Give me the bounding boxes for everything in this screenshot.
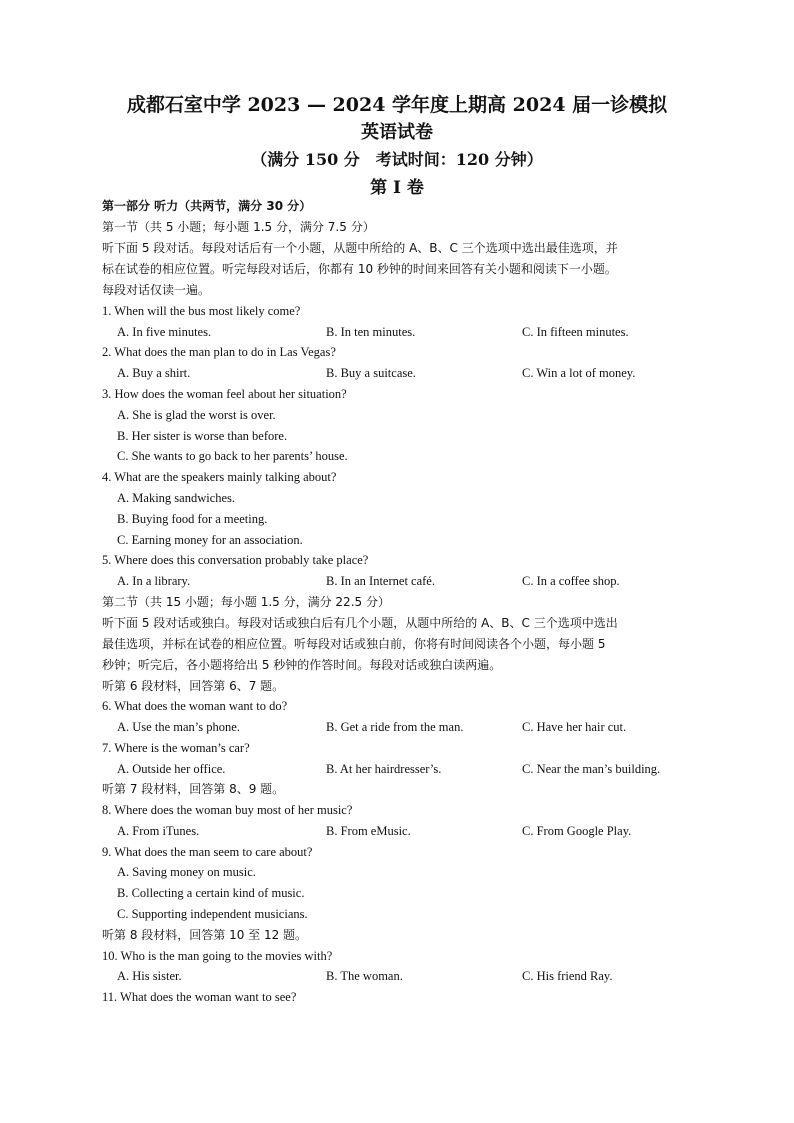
question-stem: 8. Where does the woman buy most of her music?	[102, 803, 353, 817]
option-b: B. From eMusic.	[326, 824, 411, 838]
option-c: C. She wants to go back to her parents’ house.	[117, 449, 348, 463]
option-c: C. Earning money for an association.	[117, 533, 303, 547]
option-a: A. Making sandwiches.	[117, 491, 236, 505]
question-stem: 11. What does the woman want to see?	[102, 990, 297, 1004]
option-c: C. Have her hair cut.	[522, 720, 627, 734]
section2-heading: 第二节（共 15 小题；每小题 1.5 分，满分 22.5 分）	[102, 595, 390, 609]
option-a: A. In five minutes.	[117, 325, 212, 339]
option-b: B. Buy a suitcase.	[326, 366, 416, 380]
exam-subject: 英语试卷	[361, 122, 433, 143]
question-stem: 2. What does the man plan to do in Las Vegas?	[102, 345, 336, 359]
material-instruction: 听第 6 段材料，回答第 6、7 题。	[102, 679, 285, 693]
question-stem: 6. What does the woman want to do?	[102, 699, 288, 713]
option-c: C. Supporting independent musicians.	[117, 907, 308, 921]
option-b: B. The woman.	[326, 969, 403, 983]
question-stem: 1. When will the bus most likely come?	[102, 304, 301, 318]
question-stem: 4. What are the speakers mainly talking about?	[102, 470, 337, 484]
option-c: C. From Google Play.	[522, 824, 632, 838]
option-b: B. In an Internet café.	[326, 574, 435, 588]
question-stem: 10. Who is the man going to the movies with?	[102, 949, 333, 963]
option-c: C. His friend Ray.	[522, 969, 613, 983]
question-stem: 9. What does the man seem to care about?	[102, 845, 313, 859]
exam-info: （满分 150 分 考试时间：120 分钟）	[251, 150, 543, 169]
option-a: A. She is glad the worst is over.	[117, 408, 276, 422]
section1-instruction-line: 听下面 5 段对话。每段对话后有一个小题，从题中所给的 A、B、C 三个选项中选出最佳选项，并	[102, 241, 618, 255]
exam-title: 成都石室中学 2023 — 2024 学年度上期高 2024 届一诊模拟	[126, 94, 668, 116]
question-stem: 3. How does the woman feel about her situation?	[102, 387, 347, 401]
option-c: C. Win a lot of money.	[522, 366, 636, 380]
option-a: A. Outside her office.	[117, 762, 226, 776]
option-a: A. In a library.	[117, 574, 191, 588]
option-b: B. Get a ride from the man.	[326, 720, 464, 734]
section1-instruction-line: 每段对话仅读一遍。	[102, 283, 211, 297]
option-b: B. In ten minutes.	[326, 325, 416, 339]
section2-instruction-line: 听下面 5 段对话或独白。每段对话或独白后有几个小题，从题中所给的 A、B、C 三个选项中选出	[102, 616, 618, 630]
option-a: A. Use the man’s phone.	[117, 720, 240, 734]
option-b: B. At her hairdresser’s.	[326, 762, 442, 776]
option-a: A. His sister.	[117, 969, 182, 983]
option-a: A. Saving money on music.	[117, 865, 256, 879]
option-a: A. From iTunes.	[117, 824, 200, 838]
section2-instruction-line: 秒钟；听完后，各小题将给出 5 秒钟的作答时间。每段对话或独白读两遍。	[102, 658, 502, 672]
material-instruction: 听第 7 段材料，回答第 8、9 题。	[102, 782, 285, 796]
option-c: C. Near the man’s building.	[522, 762, 661, 776]
part1-heading: 第一部分 听力（共两节，满分 30 分）	[102, 199, 312, 213]
material-instruction: 听第 8 段材料，回答第 10 至 12 题。	[102, 928, 308, 942]
option-c: C. In fifteen minutes.	[522, 325, 629, 339]
volume-label: 第 I 卷	[370, 178, 424, 198]
option-b: B. Buying food for a meeting.	[117, 512, 268, 526]
option-a: A. Buy a shirt.	[117, 366, 191, 380]
question-stem: 5. Where does this conversation probably take place?	[102, 553, 369, 567]
option-c: C. In a coffee shop.	[522, 574, 620, 588]
section2-instruction-line: 最佳选项，并标在试卷的相应位置。听每段对话或独白前，你将有时间阅读各个小题，每小题 5	[102, 637, 606, 651]
question-stem: 7. Where is the woman’s car?	[102, 741, 250, 755]
option-b: B. Her sister is worse than before.	[117, 429, 288, 443]
option-b: B. Collecting a certain kind of music.	[117, 886, 305, 900]
section1-heading: 第一节（共 5 小题；每小题 1.5 分，满分 7.5 分）	[102, 220, 375, 234]
section1-instruction-line: 标在试卷的相应位置。听完每段对话后，你都有 10 秒钟的时间来回答有关小题和阅读下一小题。	[102, 262, 617, 276]
